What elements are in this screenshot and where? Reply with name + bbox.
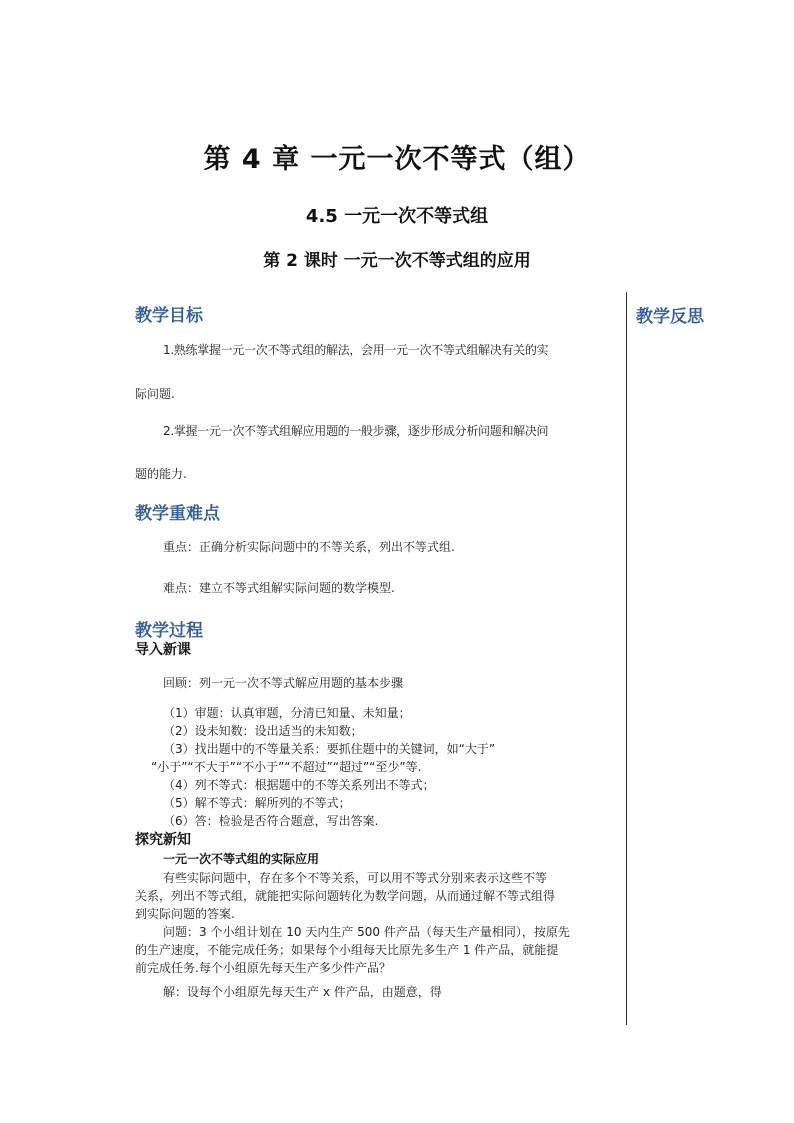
step-item: （6）答：检验是否符合题意，写出答案. — [163, 814, 379, 828]
difficulty-text: 难点：建立不等式组解实际问题的数学模型. — [163, 581, 395, 595]
paragraph-line: 关系，列出不等式组，就能把实际问题转化为数学问题，从而通过解不等式组得 — [135, 889, 556, 903]
step-item: （3）找出题中的不等量关系：要抓住题中的关键词，如“大于” — [163, 742, 496, 756]
step-item: “小于”“不大于”“不小于”“不超过”“超过”“至少”等. — [151, 760, 422, 774]
step-item: （1）审题：认真审题，分清已知量、未知量； — [163, 706, 411, 720]
problem-line: 问题：3 个小组计划在 10 天内生产 500 件产品（每天生产量相同），按原先 — [163, 925, 570, 939]
section-title: 4.5 一元一次不等式组 — [305, 206, 489, 227]
problem-line: 的生产速度，不能完成任务；如果每个小组每天比原先多生产 1 件产品，就能提 — [135, 943, 559, 957]
column-divider — [626, 292, 627, 1025]
review-text: 回顾：列一元一次不等式解应用题的基本步骤 — [163, 676, 404, 690]
goals-heading: 教学目标 — [135, 306, 203, 326]
chapter-title: 第 4 章 一元一次不等式（组） — [203, 144, 591, 175]
goal-2-line-1: 2.掌握一元一次不等式组解应用题的一般步骤，逐步形成分析问题和解决问 — [163, 424, 549, 438]
topic-heading: 一元一次不等式组的实际应用 — [163, 852, 320, 866]
paragraph-line: 有些实际问题中，存在多个不等关系，可以用不等式分别来表示这些不等 — [163, 871, 548, 885]
explore-heading: 探究新知 — [135, 832, 191, 848]
process-heading: 教学过程 — [135, 621, 203, 641]
step-item: （2）设未知数：设出适当的未知数； — [163, 724, 363, 738]
goal-2-line-2: 题的能力. — [135, 467, 187, 481]
paragraph-line: 到实际问题的答案. — [135, 907, 235, 921]
reflection-heading: 教学反思 — [636, 307, 704, 327]
intro-heading: 导入新课 — [135, 642, 191, 658]
solution-text: 解：设每个小组原先每天生产 x 件产品，由题意，得 — [163, 985, 442, 999]
step-item: （5）解不等式：解所列的不等式； — [163, 796, 351, 810]
step-item: （4）列不等式：根据题中的不等关系列出不等式； — [163, 778, 435, 792]
goal-1-line-2: 际问题. — [135, 387, 175, 401]
keypoints-heading: 教学重难点 — [135, 504, 220, 524]
lesson-title: 第 2 课时 一元一次不等式组的应用 — [263, 251, 531, 271]
focus-text: 重点：正确分析实际问题中的不等关系，列出不等式组. — [163, 540, 455, 554]
goal-1-line-1: 1.熟练掌握一元一次不等式组的解法，会用一元一次不等式组解决有关的实 — [163, 343, 549, 357]
problem-line: 前完成任务.每个小组原先每天生产多少件产品？ — [135, 961, 391, 975]
